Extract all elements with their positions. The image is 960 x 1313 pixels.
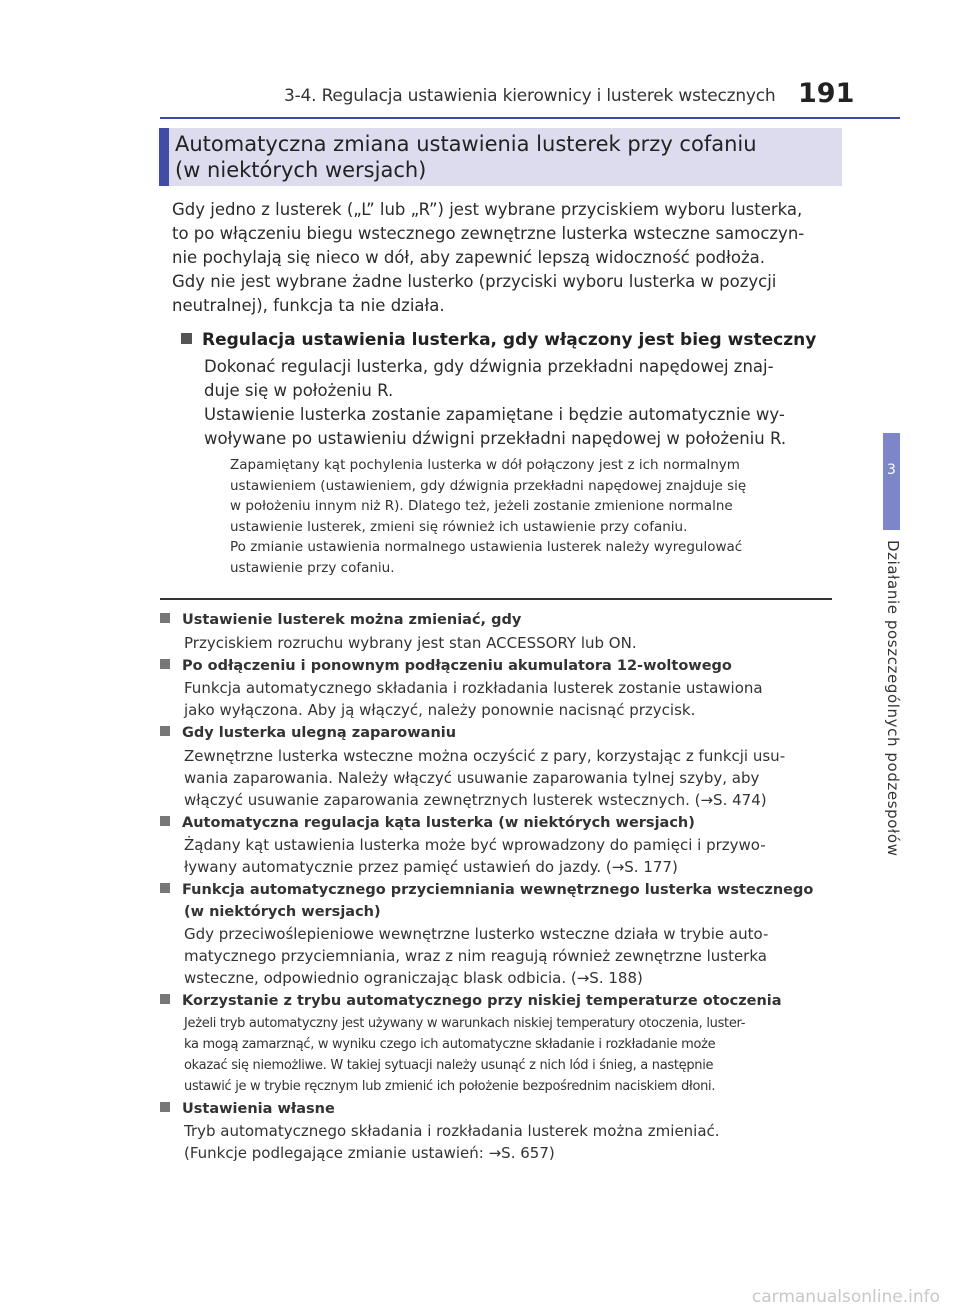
- note-body: [184, 677, 832, 721]
- sub-body: [204, 355, 834, 451]
- note-line: Zapamiętany kąt pochylenia lusterka w dół połączony jest z ich normalnym: [230, 457, 740, 473]
- chapter-side-label-text: Działanie poszczególnych podzespołów: [884, 540, 902, 857]
- square-bullet-icon: [160, 994, 170, 1004]
- note-item: [160, 656, 832, 722]
- note-body-line: Funkcja automatycznego składania i rozkładania lusterek zostanie ustawiona: [184, 679, 763, 697]
- sub-heading-text: Regulacja ustawienia lusterka, gdy włączony jest bieg wsteczny: [202, 330, 817, 350]
- note-body-line: jako wyłączona. Aby ją włączyć, należy ponownie nacisnąć przycisk.: [184, 701, 696, 719]
- note-heading-text: Automatyczna regulacja kąta lusterka (w niektórych wersjach): [182, 814, 695, 831]
- page-number: 191: [798, 78, 855, 109]
- note-line: w położeniu innym niż R). Dlatego też, jeżeli zostanie zmienione normalne: [230, 498, 733, 514]
- square-bullet-icon: [160, 1102, 170, 1112]
- note-heading-text: Po odłączeniu i ponownym podłączeniu akumulatora 12-woltowego: [182, 657, 732, 674]
- note-body: [184, 834, 832, 878]
- note-body-line: ka mogą zamarznąć, w wyniku czego ich automatyczne składanie i rozkładanie może: [184, 1036, 716, 1052]
- note-body-line: wania zaparowania. Należy włączyć usuwanie zaparowania tylnej szyby, aby: [184, 768, 760, 787]
- note-body-line: Zewnętrzne lusterka wsteczne można oczyścić z pary, korzystając z funkcji usu-: [184, 746, 786, 765]
- note-heading: [160, 723, 832, 745]
- note-heading: [160, 610, 832, 632]
- note-body-line: matycznego przyciemniania, wraz z nim reagują również zewnętrzne lusterka: [184, 947, 767, 965]
- note-body: [184, 923, 832, 989]
- note-body-line: Gdy przeciwoślepieniowe wewnętrzne lusterko wsteczne działa w trybie auto-: [184, 925, 769, 943]
- note-heading: [160, 813, 832, 835]
- note-heading-text: Ustawienia własne: [182, 1100, 335, 1117]
- section-heading-box: [159, 128, 842, 186]
- section-title-line: (w niektórych wersjach): [175, 158, 427, 182]
- intro-line: Gdy jedno z lusterek („L” lub „R”) jest wybrane przyciskiem wyboru lusterka,: [172, 200, 803, 219]
- note-body-line: Jeżeli tryb automatyczny jest używany w warunkach niskiej temperatury otoczenia, luster-: [184, 1015, 746, 1031]
- sub-heading: [181, 330, 841, 350]
- note-heading: [160, 656, 832, 678]
- section-intro: [172, 198, 832, 318]
- note-heading: [160, 991, 832, 1013]
- note-body: [184, 745, 832, 811]
- section-title-line: Automatyczna zmiana ustawienia lusterek przy cofaniu: [175, 132, 757, 156]
- square-bullet-icon: [160, 726, 170, 736]
- note-heading: [160, 1099, 832, 1121]
- square-bullet-icon: [181, 333, 192, 344]
- notes-divider: [160, 598, 832, 600]
- chapter-tab: 3: [883, 433, 900, 530]
- note-line: ustawienie przy cofaniu.: [230, 559, 395, 576]
- sub-line: Ustawienie lusterka zostanie zapamiętane i będzie automatycznie wy-: [204, 405, 785, 424]
- note-body: [184, 632, 832, 654]
- sub-line: duje się w położeniu R.: [204, 381, 394, 400]
- small-note: [230, 455, 834, 578]
- note-heading-continued: (w niektórych wersjach): [184, 903, 381, 920]
- note-heading-text: Gdy lusterka ulegną zaparowaniu: [182, 725, 457, 741]
- note-heading-text: Funkcja automatycznego przyciemniania wewnętrznego lusterka wstecznego: [182, 882, 814, 898]
- watermark: carmanualsonline.info: [751, 1287, 940, 1307]
- note-item: [160, 880, 832, 989]
- intro-line: neutralnej), funkcja ta nie działa.: [172, 296, 445, 315]
- note-body: [184, 1120, 832, 1164]
- note-body-line: (Funkcje podlegające zmianie ustawień: →S. 657): [184, 1144, 555, 1162]
- header-divider: [160, 117, 900, 119]
- note-body-line: ustawić je w trybie ręcznym lub zmienić ich położenie bezpośrednim naciskiem dłoni.: [184, 1078, 716, 1094]
- note-body-line: włączyć usuwanie zaparowania zewnętrznych lusterek wstecznych. (→S. 474): [184, 790, 767, 809]
- note-body-line: Żądany kąt ustawienia lusterka może być wprowadzony do pamięci i przywo-: [184, 836, 766, 854]
- note-heading-text: Ustawienie lusterek można zmieniać, gdy: [182, 612, 522, 628]
- note-item: [160, 813, 832, 879]
- square-bullet-icon: [160, 883, 170, 893]
- note-line: Po zmianie ustawienia normalnego ustawienia lusterek należy wyregulować: [230, 539, 743, 555]
- intro-line: to po włączeniu biegu wstecznego zewnętrzne lusterka wsteczne samoczyn-: [172, 224, 805, 243]
- intro-line: Gdy nie jest wybrane żadne lusterko (przyciski wyboru lusterka w pozycji: [172, 272, 777, 291]
- note-body-line: ływany automatycznie przez pamięć ustawień do jazdy. (→S. 177): [184, 858, 678, 876]
- note-line: ustawienie lusterek, zmieni się również ich ustawienie przy cofaniu.: [230, 518, 688, 535]
- section-title: [175, 131, 757, 183]
- running-header: 3-4. Regulacja ustawienia kierownicy i lusterek wstecznych: [284, 86, 776, 106]
- note-line: ustawieniem (ustawieniem, gdy dźwignia przekładni napędowej znajduje się: [230, 477, 747, 494]
- note-body-line: Tryb automatycznego składania i rozkładania lusterek można zmieniać.: [184, 1122, 720, 1140]
- square-bullet-icon: [160, 613, 170, 623]
- intro-line: nie pochylają się nieco w dół, aby zapewnić lepszą widoczność podłoża.: [172, 248, 765, 267]
- note-body-line: wsteczne, odpowiednio ograniczając blask odbicia. (→S. 188): [184, 969, 643, 987]
- notes-list: [160, 610, 832, 1166]
- sub-line: Dokonać regulacji lusterka, gdy dźwignia przekładni napędowej znaj-: [204, 357, 774, 376]
- sub-line: woływane po ustawieniu dźwigni przekładni napędowej w położeniu R.: [204, 429, 787, 448]
- square-bullet-icon: [160, 659, 170, 669]
- note-item: [160, 610, 832, 654]
- note-item: [160, 991, 832, 1097]
- note-body: [184, 1013, 832, 1097]
- note-body-line: Przyciskiem rozruchu wybrany jest stan ACCESSORY lub ON.: [184, 633, 637, 652]
- note-item: [160, 723, 832, 811]
- note-heading-text: Korzystanie z trybu automatycznego przy niskiej temperaturze otoczenia: [182, 993, 782, 1009]
- note-heading: [160, 880, 832, 902]
- note-item: [160, 1099, 832, 1165]
- square-bullet-icon: [160, 816, 170, 826]
- note-body-line: okazać się niemożliwe. W takiej sytuacji należy usunąć z nich lód i śnieg, a następnie: [184, 1057, 714, 1073]
- chapter-side-label: [872, 540, 912, 860]
